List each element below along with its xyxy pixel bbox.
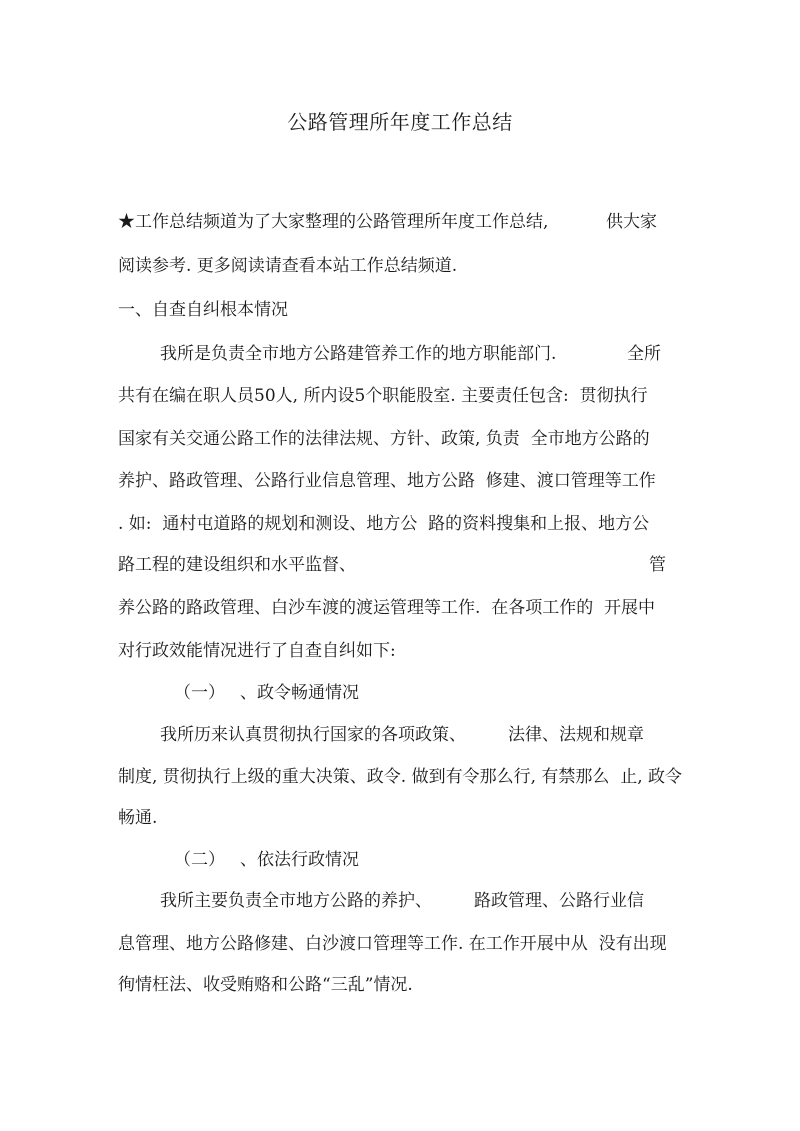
intro-line-1-end: 供大家 [606, 212, 657, 232]
paragraph-1-line-6-end: 管 [649, 555, 666, 575]
intro-line-1: ★工作总结频道为了大家整理的公路管理所年度工作总结, [118, 212, 549, 232]
paragraph-3-line-3: 徇情枉法、收受贿赂和公路“三乱”情况. [118, 975, 413, 995]
paragraph-1-line-4: 养护、路政管理、公路行业信息管理、地方公路 修建、渡口管理等工作 [118, 471, 656, 491]
paragraph-3-line-2: 息管理、地方公路修建、白沙渡口管理等工作. 在工作开展中从 没有出现 [118, 934, 667, 954]
subsection-1-number: （一） [174, 683, 225, 703]
paragraph-2-line-3: 畅通. [118, 808, 158, 828]
paragraph-2-line-1-end: 法律、法规和规章 [508, 725, 644, 745]
paragraph-2-line-1: 我所历来认真贯彻执行国家的各项政策、 [160, 725, 466, 745]
paragraph-1-line-8: 对行政效能情况进行了自查自纠如下: [118, 641, 396, 661]
paragraph-3-line-1-end: 路政管理、公路行业信 [474, 891, 644, 911]
subsection-1-title: 、政令畅通情况 [240, 683, 359, 703]
paragraph-1-line-7: 养公路的路政管理、白沙车渡的渡运管理等工作. 在各项工作的 开展中 [118, 598, 656, 618]
paragraph-1-line-3: 国家有关交通公路工作的法律法规、方针、政策, 负责 全市地方公路的 [118, 429, 650, 449]
paragraph-3-line-1: 我所主要负责全市地方公路的养护、 [160, 891, 432, 911]
paragraph-1-line-1: 我所是负责全市地方公路建管养工作的地方职能部门. [160, 344, 557, 364]
document-title: 公路管理所年度工作总结 [287, 110, 513, 134]
subsection-2-title: 、依法行政情况 [240, 850, 359, 870]
paragraph-1-line-5: . 如: 通村屯道路的规划和测设、地方公 路的资料搜集和上报、地方公 [118, 514, 650, 534]
section-heading-1: 一、自查自纠根本情况 [118, 300, 288, 320]
paragraph-2-line-2: 制度, 贯彻执行上级的重大决策、政令. 做到有令那么行, 有禁那么 止, 政令 [118, 767, 683, 787]
paragraph-1-line-1-end: 全所 [627, 344, 661, 364]
subsection-2-number: （二） [174, 850, 225, 870]
paragraph-1-line-2: 共有在编在职人员50人, 所内设5个职能股室. 主要责任包含: 贯彻执行 [118, 386, 648, 406]
paragraph-1-line-6: 路工程的建设组织和水平监督、 [118, 555, 356, 575]
intro-line-2: 阅读参考. 更多阅读请查看本站工作总结频道. [118, 256, 458, 276]
